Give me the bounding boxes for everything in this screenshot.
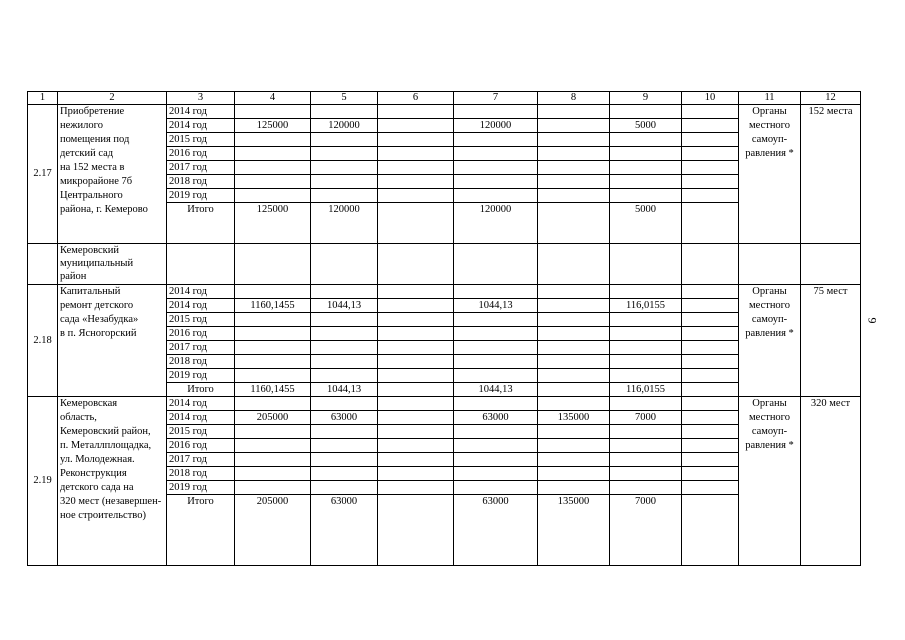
item-2-19 bbox=[28, 397, 861, 566]
year-cell: 2016 год bbox=[167, 327, 235, 341]
item-2-17 bbox=[28, 105, 861, 244]
item-number: 2.18 bbox=[28, 285, 58, 397]
program-table bbox=[27, 91, 861, 566]
value-cell: 125000 bbox=[235, 203, 311, 244]
year-cell: 2015 год bbox=[167, 313, 235, 327]
value-cell bbox=[538, 383, 610, 397]
value-cell bbox=[235, 453, 311, 467]
col-header: 10 bbox=[682, 92, 739, 105]
value-cell bbox=[311, 453, 378, 467]
value-cell bbox=[378, 439, 454, 453]
value-cell: 63000 bbox=[454, 411, 538, 425]
col-header: 7 bbox=[454, 92, 538, 105]
year-cell: 2019 год bbox=[167, 189, 235, 203]
value-cell bbox=[682, 147, 739, 161]
value-cell bbox=[610, 189, 682, 203]
value-cell bbox=[378, 453, 454, 467]
value-cell bbox=[682, 369, 739, 383]
year-row bbox=[28, 285, 861, 299]
capacity: 152 места bbox=[801, 105, 861, 244]
page-number: 9 bbox=[865, 317, 880, 324]
year-cell: 2014 год bbox=[167, 285, 235, 299]
year-cell: 2018 год bbox=[167, 355, 235, 369]
value-cell bbox=[538, 133, 610, 147]
value-cell bbox=[378, 425, 454, 439]
value-cell: 116,0155 bbox=[610, 383, 682, 397]
value-cell bbox=[610, 467, 682, 481]
value-cell bbox=[235, 327, 311, 341]
col-header: 3 bbox=[167, 92, 235, 105]
value-cell bbox=[378, 299, 454, 313]
item-name: Кемеровская область, Кемеровский район, п. Металлплощадка, ул. Молодежная. Реконструкция детского сада на 320 мест (незавершен- ное строительство) bbox=[58, 397, 167, 566]
value-cell bbox=[682, 133, 739, 147]
value-cell bbox=[682, 411, 739, 425]
value-cell bbox=[378, 175, 454, 189]
value-cell bbox=[311, 147, 378, 161]
value-cell bbox=[682, 105, 739, 119]
column-number-row bbox=[28, 92, 861, 105]
value-cell bbox=[610, 313, 682, 327]
value-cell bbox=[538, 481, 610, 495]
value-cell bbox=[311, 161, 378, 175]
responsible-party: Органы местного самоуп- равления * bbox=[739, 285, 801, 397]
value-cell bbox=[311, 481, 378, 495]
col-header: 12 bbox=[801, 92, 861, 105]
value-cell bbox=[311, 369, 378, 383]
value-cell bbox=[235, 425, 311, 439]
value-cell bbox=[235, 147, 311, 161]
value-cell bbox=[454, 105, 538, 119]
value-cell bbox=[538, 327, 610, 341]
value-cell bbox=[682, 119, 739, 133]
value-cell bbox=[311, 355, 378, 369]
value-cell bbox=[682, 439, 739, 453]
value-cell bbox=[378, 397, 454, 411]
value-cell bbox=[610, 133, 682, 147]
value-cell bbox=[235, 355, 311, 369]
value-cell bbox=[454, 355, 538, 369]
value-cell: 1044,13 bbox=[311, 299, 378, 313]
value-cell bbox=[682, 189, 739, 203]
value-cell bbox=[682, 161, 739, 175]
value-cell: 120000 bbox=[454, 203, 538, 244]
value-cell bbox=[235, 481, 311, 495]
value-cell: 63000 bbox=[311, 495, 378, 566]
item-number: 2.19 bbox=[28, 397, 58, 566]
value-cell bbox=[682, 285, 739, 299]
value-cell bbox=[378, 411, 454, 425]
value-cell: 120000 bbox=[311, 203, 378, 244]
value-cell bbox=[378, 203, 454, 244]
value-cell bbox=[682, 467, 739, 481]
year-cell: 2016 год bbox=[167, 147, 235, 161]
col-header: 2 bbox=[58, 92, 167, 105]
total-label: Итого bbox=[167, 383, 235, 397]
value-cell bbox=[682, 203, 739, 244]
year-cell: 2017 год bbox=[167, 341, 235, 355]
year-cell: 2016 год bbox=[167, 439, 235, 453]
value-cell bbox=[538, 355, 610, 369]
value-cell bbox=[378, 495, 454, 566]
year-cell: 2018 год bbox=[167, 175, 235, 189]
value-cell bbox=[454, 369, 538, 383]
value-cell bbox=[538, 453, 610, 467]
value-cell bbox=[454, 313, 538, 327]
value-cell bbox=[538, 285, 610, 299]
year-cell: 2014 год bbox=[167, 397, 235, 411]
municipal-district-row bbox=[28, 244, 861, 285]
value-cell bbox=[610, 285, 682, 299]
value-cell bbox=[538, 313, 610, 327]
value-cell bbox=[538, 147, 610, 161]
value-cell bbox=[378, 119, 454, 133]
value-cell bbox=[454, 285, 538, 299]
year-cell: 2019 год bbox=[167, 369, 235, 383]
value-cell bbox=[235, 189, 311, 203]
value-cell: 1044,13 bbox=[454, 299, 538, 313]
year-row bbox=[28, 397, 861, 411]
value-cell bbox=[682, 175, 739, 189]
year-cell: 2015 год bbox=[167, 425, 235, 439]
year-cell: 2017 год bbox=[167, 161, 235, 175]
value-cell: 205000 bbox=[235, 411, 311, 425]
col-header: 9 bbox=[610, 92, 682, 105]
value-cell: 120000 bbox=[454, 119, 538, 133]
value-cell bbox=[682, 453, 739, 467]
value-cell bbox=[682, 355, 739, 369]
value-cell: 63000 bbox=[454, 495, 538, 566]
value-cell bbox=[538, 425, 610, 439]
value-cell bbox=[311, 189, 378, 203]
value-cell bbox=[682, 397, 739, 411]
value-cell bbox=[311, 285, 378, 299]
value-cell bbox=[311, 439, 378, 453]
year-row bbox=[28, 105, 861, 119]
value-cell bbox=[311, 133, 378, 147]
year-cell: 2015 год bbox=[167, 133, 235, 147]
value-cell bbox=[378, 355, 454, 369]
value-cell bbox=[311, 397, 378, 411]
value-cell bbox=[311, 105, 378, 119]
value-cell bbox=[454, 327, 538, 341]
value-cell: 1160,1455 bbox=[235, 299, 311, 313]
value-cell bbox=[454, 175, 538, 189]
value-cell bbox=[378, 369, 454, 383]
value-cell bbox=[378, 147, 454, 161]
value-cell bbox=[378, 341, 454, 355]
value-cell bbox=[454, 189, 538, 203]
value-cell bbox=[454, 397, 538, 411]
value-cell bbox=[682, 495, 739, 566]
responsible-party: Органы местного самоуп- равления * bbox=[739, 105, 801, 244]
value-cell bbox=[610, 147, 682, 161]
value-cell bbox=[538, 105, 610, 119]
value-cell bbox=[235, 467, 311, 481]
municipal-district-label: Кемеровский муниципальный район bbox=[58, 244, 167, 285]
item-name: Капитальный ремонт детского сада «Незабудка» в п. Ясногорский bbox=[58, 285, 167, 397]
value-cell bbox=[538, 341, 610, 355]
value-cell bbox=[610, 439, 682, 453]
value-cell bbox=[378, 161, 454, 175]
col-header: 8 bbox=[538, 92, 610, 105]
year-cell: 2014 год bbox=[167, 299, 235, 313]
value-cell bbox=[610, 397, 682, 411]
value-cell: 116,0155 bbox=[610, 299, 682, 313]
value-cell bbox=[682, 341, 739, 355]
value-cell: 135000 bbox=[538, 411, 610, 425]
value-cell: 205000 bbox=[235, 495, 311, 566]
col-header: 1 bbox=[28, 92, 58, 105]
value-cell bbox=[311, 425, 378, 439]
value-cell bbox=[538, 175, 610, 189]
value-cell bbox=[682, 299, 739, 313]
value-cell: 5000 bbox=[610, 203, 682, 244]
value-cell bbox=[235, 175, 311, 189]
value-cell bbox=[378, 313, 454, 327]
value-cell: 120000 bbox=[311, 119, 378, 133]
total-label: Итого bbox=[167, 495, 235, 566]
value-cell bbox=[538, 369, 610, 383]
value-cell bbox=[235, 285, 311, 299]
value-cell bbox=[311, 467, 378, 481]
value-cell bbox=[610, 425, 682, 439]
item-name: Приобретение нежилого помещения под детский сад на 152 места в микрорайоне 7б Центрального района, г. Кемерово bbox=[58, 105, 167, 244]
value-cell bbox=[682, 313, 739, 327]
value-cell bbox=[235, 369, 311, 383]
year-cell: 2014 год bbox=[167, 105, 235, 119]
value-cell: 5000 bbox=[610, 119, 682, 133]
value-cell bbox=[682, 383, 739, 397]
value-cell bbox=[378, 467, 454, 481]
capacity: 75 мест bbox=[801, 285, 861, 397]
value-cell bbox=[610, 161, 682, 175]
value-cell bbox=[538, 397, 610, 411]
value-cell bbox=[538, 439, 610, 453]
value-cell bbox=[610, 453, 682, 467]
value-cell bbox=[454, 341, 538, 355]
value-cell: 63000 bbox=[311, 411, 378, 425]
value-cell: 7000 bbox=[610, 411, 682, 425]
value-cell: 1044,13 bbox=[454, 383, 538, 397]
value-cell: 1160,1455 bbox=[235, 383, 311, 397]
value-cell bbox=[378, 285, 454, 299]
value-cell bbox=[610, 481, 682, 495]
value-cell bbox=[378, 327, 454, 341]
col-header: 5 bbox=[311, 92, 378, 105]
col-header: 11 bbox=[739, 92, 801, 105]
value-cell: 1044,13 bbox=[311, 383, 378, 397]
col-header: 6 bbox=[378, 92, 454, 105]
value-cell bbox=[235, 133, 311, 147]
value-cell bbox=[235, 341, 311, 355]
value-cell bbox=[454, 425, 538, 439]
year-cell: 2017 год bbox=[167, 453, 235, 467]
value-cell bbox=[538, 189, 610, 203]
year-cell: 2019 год bbox=[167, 481, 235, 495]
year-cell: 2014 год bbox=[167, 119, 235, 133]
year-cell: 2018 год bbox=[167, 467, 235, 481]
value-cell bbox=[235, 313, 311, 327]
value-cell bbox=[538, 299, 610, 313]
value-cell bbox=[610, 369, 682, 383]
item-number: 2.17 bbox=[28, 105, 58, 244]
value-cell bbox=[378, 133, 454, 147]
total-label: Итого bbox=[167, 203, 235, 244]
value-cell bbox=[235, 161, 311, 175]
value-cell bbox=[682, 425, 739, 439]
value-cell bbox=[378, 481, 454, 495]
value-cell bbox=[235, 105, 311, 119]
value-cell bbox=[311, 327, 378, 341]
value-cell bbox=[311, 175, 378, 189]
value-cell bbox=[311, 313, 378, 327]
value-cell bbox=[454, 481, 538, 495]
value-cell bbox=[378, 189, 454, 203]
value-cell bbox=[454, 453, 538, 467]
value-cell bbox=[235, 439, 311, 453]
capacity: 320 мест bbox=[801, 397, 861, 566]
value-cell bbox=[378, 105, 454, 119]
value-cell bbox=[454, 133, 538, 147]
value-cell bbox=[454, 467, 538, 481]
value-cell bbox=[538, 119, 610, 133]
value-cell bbox=[311, 341, 378, 355]
value-cell bbox=[538, 467, 610, 481]
value-cell bbox=[454, 147, 538, 161]
responsible-party: Органы местного самоуп- равления * bbox=[739, 397, 801, 566]
value-cell bbox=[378, 383, 454, 397]
value-cell bbox=[610, 341, 682, 355]
value-cell: 135000 bbox=[538, 495, 610, 566]
value-cell bbox=[682, 481, 739, 495]
value-cell bbox=[610, 327, 682, 341]
value-cell: 125000 bbox=[235, 119, 311, 133]
value-cell bbox=[610, 355, 682, 369]
value-cell bbox=[682, 327, 739, 341]
col-header: 4 bbox=[235, 92, 311, 105]
value-cell bbox=[610, 175, 682, 189]
value-cell bbox=[454, 439, 538, 453]
value-cell bbox=[454, 161, 538, 175]
item-2-18 bbox=[28, 285, 861, 397]
value-cell bbox=[538, 203, 610, 244]
value-cell: 7000 bbox=[610, 495, 682, 566]
year-cell: 2014 год bbox=[167, 411, 235, 425]
value-cell bbox=[235, 397, 311, 411]
value-cell bbox=[610, 105, 682, 119]
value-cell bbox=[538, 161, 610, 175]
